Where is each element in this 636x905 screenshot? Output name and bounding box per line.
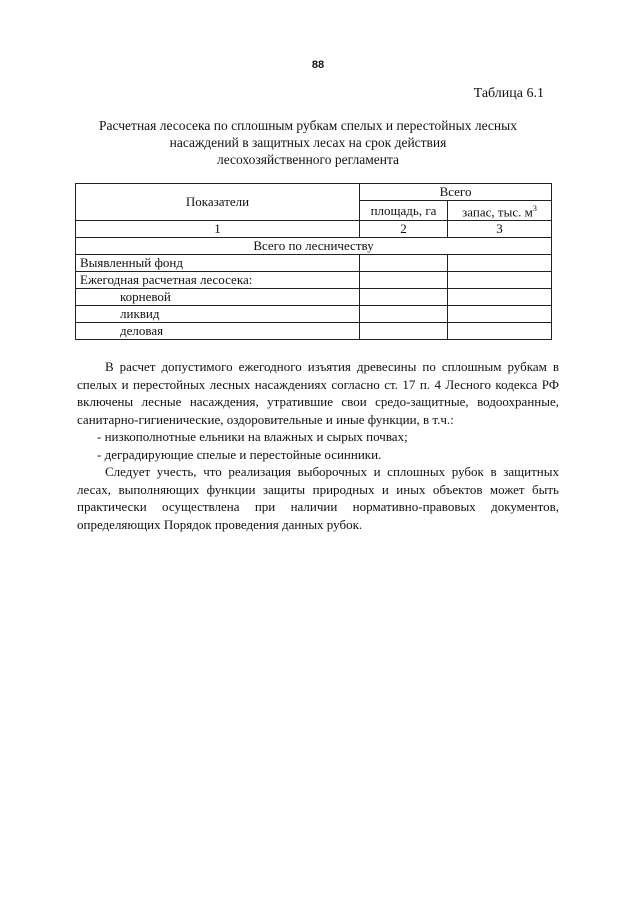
row-stock [448,289,552,306]
paragraph: В расчет допустимого ежегодного изъятия древесины по сплошным рубкам в спелых и перестойных лесных насаждениях согласно ст. 17 п. 4 Лесного кодекса РФ включены лесные насаждения, утратившие свои средо-защитные, водоохранные, санитарно-гигиенические, оздоровительные и иные функции, в т.ч.: [77,359,559,427]
header-total: Всего [360,184,552,201]
row-area [360,255,448,272]
bullet-item: - низкополнотные ельники на влажных и сырых почвах; [97,429,408,444]
row-area [360,306,448,323]
row-stock [448,255,552,272]
row-stock [448,306,552,323]
col-number: 2 [360,221,448,238]
header-stock-sup: 3 [532,204,537,213]
table-row [76,255,552,272]
row-area [360,289,448,306]
section-row [76,238,552,255]
caption-line: лесохозяйственного регламента [216,152,400,167]
row-stock [448,323,552,340]
col-number: 3 [448,221,552,238]
table-row [76,289,552,306]
table-caption [70,117,546,168]
caption-line: насаждений в защитных лесах на срок действия [169,135,447,150]
header-stock [448,201,552,221]
row-label: Ежегодная расчетная лесосека: [76,272,360,289]
row-label: ликвид [76,306,360,323]
header-area: площадь, га [360,201,448,221]
row-label: деловая [76,323,360,340]
logging-table [75,183,552,340]
row-label: Выявленный фонд [76,255,360,272]
row-stock [448,272,552,289]
row-area [360,323,448,340]
col-number: 1 [76,221,360,238]
table-row [76,323,552,340]
table-header-row [76,184,552,201]
header-stock-text: запас, тыс. м [462,204,533,220]
bullet-item: - деградирующие спелые и перестойные осинники. [97,446,382,462]
table-row [76,272,552,289]
page-number: 88 [311,59,325,71]
body-text [77,358,559,533]
paragraph: Следует учесть, что реализация выборочных и сплошных рубок в защитных лесах, выполняющих функции защиты природных и иных объектов может быть практически осуществлена при наличии нормативно-правовых документов, определяющих Порядок проведения данных рубок. [77,464,559,532]
header-indicators: Показатели [76,184,360,221]
row-label: корневой [76,289,360,306]
table-label: Таблица 6.1 [473,86,544,101]
column-number-row [76,221,552,238]
section-title: Всего по лесничеству [76,238,552,255]
row-area [360,272,448,289]
caption-line: Расчетная лесосека по сплошным рубкам спелых и перестойных лесных [99,118,517,133]
table-row [76,306,552,323]
